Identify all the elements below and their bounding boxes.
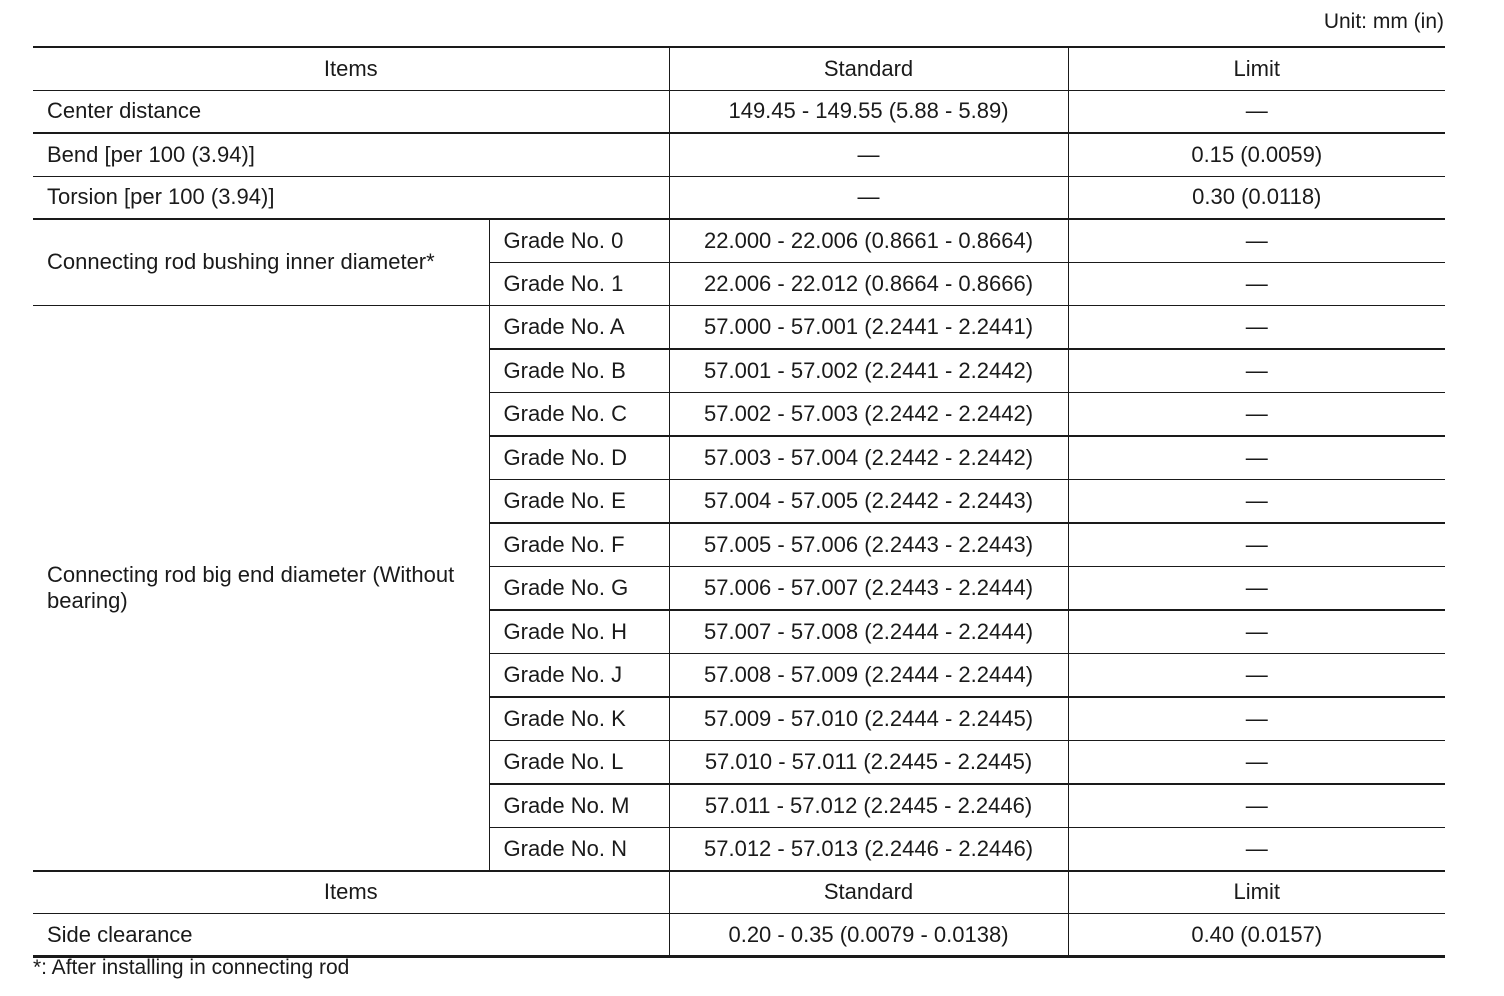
grade-label: Grade No. G <box>489 566 669 610</box>
item-label: Side clearance <box>33 914 669 957</box>
limit-value: — <box>1068 305 1445 349</box>
limit-value: — <box>1068 827 1445 871</box>
table-header-row <box>33 47 1445 90</box>
limit-value: — <box>1068 436 1445 480</box>
item-label: Center distance <box>33 90 669 133</box>
standard-value: 22.000 - 22.006 (0.8661 - 0.8664) <box>669 219 1068 262</box>
limit-value: — <box>1068 697 1445 741</box>
standard-value: 22.006 - 22.012 (0.8664 - 0.8666) <box>669 262 1068 305</box>
standard-value: — <box>669 133 1068 176</box>
table-row-bushing-grade-0 <box>33 219 1445 262</box>
table-row-center-distance <box>33 90 1445 133</box>
grade-label: Grade No. 1 <box>489 262 669 305</box>
limit-value: — <box>1068 566 1445 610</box>
header-limit: Limit <box>1068 871 1445 914</box>
grade-label: Grade No. A <box>489 305 669 349</box>
standard-value: 57.003 - 57.004 (2.2442 - 2.2442) <box>669 436 1068 480</box>
bushing-item-label: Connecting rod bushing inner diameter* <box>33 219 489 305</box>
limit-value: — <box>1068 740 1445 784</box>
limit-value: — <box>1068 219 1445 262</box>
grade-label: Grade No. C <box>489 392 669 436</box>
standard-value: 57.005 - 57.006 (2.2443 - 2.2443) <box>669 523 1068 567</box>
grade-label: Grade No. M <box>489 784 669 828</box>
limit-value: — <box>1068 479 1445 523</box>
standard-value: 0.20 - 0.35 (0.0079 - 0.0138) <box>669 914 1068 957</box>
standard-value: 57.004 - 57.005 (2.2442 - 2.2443) <box>669 479 1068 523</box>
standard-value: 57.002 - 57.003 (2.2442 - 2.2442) <box>669 392 1068 436</box>
grade-label: Grade No. K <box>489 697 669 741</box>
table-row-bend <box>33 133 1445 176</box>
standard-value: 149.45 - 149.55 (5.88 - 5.89) <box>669 90 1068 133</box>
standard-value: 57.009 - 57.010 (2.2444 - 2.2445) <box>669 697 1068 741</box>
standard-value: 57.011 - 57.012 (2.2445 - 2.2446) <box>669 784 1068 828</box>
limit-value: 0.15 (0.0059) <box>1068 133 1445 176</box>
grade-label: Grade No. B <box>489 349 669 393</box>
standard-value: 57.007 - 57.008 (2.2444 - 2.2444) <box>669 610 1068 654</box>
unit-label: Unit: mm (in) <box>1323 10 1444 33</box>
grade-label: Grade No. L <box>489 740 669 784</box>
header-items: Items <box>33 871 669 914</box>
footnote: *: After installing in connecting rod <box>33 956 350 979</box>
table-row-torsion <box>33 176 1445 219</box>
item-label: Bend [per 100 (3.94)] <box>33 133 669 176</box>
table-row-big-end-grade-a <box>33 305 1445 349</box>
standard-value: 57.010 - 57.011 (2.2445 - 2.2445) <box>669 740 1068 784</box>
grade-label: Grade No. J <box>489 653 669 697</box>
grade-label: Grade No. 0 <box>489 219 669 262</box>
table-row-side-clearance <box>33 914 1445 957</box>
limit-value: — <box>1068 262 1445 305</box>
standard-value: 57.000 - 57.001 (2.2441 - 2.2441) <box>669 305 1068 349</box>
grade-label: Grade No. H <box>489 610 669 654</box>
standard-value: 57.006 - 57.007 (2.2443 - 2.2444) <box>669 566 1068 610</box>
limit-value: — <box>1068 610 1445 654</box>
connecting-rod-spec-table <box>33 46 1445 958</box>
limit-value: — <box>1068 90 1445 133</box>
table-header-row-2 <box>33 871 1445 914</box>
big-end-item-label: Connecting rod big end diameter (Without bearing) <box>33 305 489 871</box>
limit-value: — <box>1068 392 1445 436</box>
header-standard: Standard <box>669 871 1068 914</box>
limit-value: — <box>1068 784 1445 828</box>
grade-label: Grade No. F <box>489 523 669 567</box>
standard-value: 57.008 - 57.009 (2.2444 - 2.2444) <box>669 653 1068 697</box>
grade-label: Grade No. D <box>489 436 669 480</box>
grade-label: Grade No. N <box>489 827 669 871</box>
limit-value: 0.30 (0.0118) <box>1068 176 1445 219</box>
item-label: Torsion [per 100 (3.94)] <box>33 176 669 219</box>
grade-label: Grade No. E <box>489 479 669 523</box>
header-limit: Limit <box>1068 47 1445 90</box>
limit-value: — <box>1068 523 1445 567</box>
limit-value: 0.40 (0.0157) <box>1068 914 1445 957</box>
limit-value: — <box>1068 349 1445 393</box>
standard-value: 57.001 - 57.002 (2.2441 - 2.2442) <box>669 349 1068 393</box>
header-standard: Standard <box>669 47 1068 90</box>
header-items: Items <box>33 47 669 90</box>
standard-value: — <box>669 176 1068 219</box>
standard-value: 57.012 - 57.013 (2.2446 - 2.2446) <box>669 827 1068 871</box>
limit-value: — <box>1068 653 1445 697</box>
